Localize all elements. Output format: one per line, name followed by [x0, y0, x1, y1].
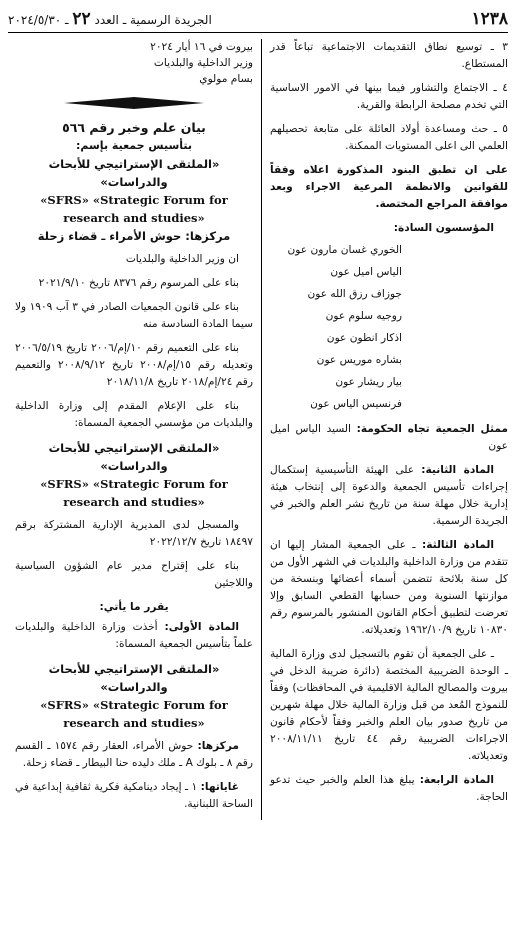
hq2-label: مركزها:: [197, 740, 239, 752]
founder-item: بيار ريشار عون: [335, 376, 402, 388]
article-4-label: المادة الرابعة:: [419, 774, 494, 786]
page-number: ١٢٣٨: [471, 9, 508, 29]
proposal-line: بناء على إقتراح مدير عام الشؤون السياسية واللاجئين: [15, 560, 253, 589]
apply-clause: على ان تطبق البنود المذكورة اعلاه وفقاً للقوانين والانظمة المرعية الاجراء وبعد موافقة المراجع المختصة.: [270, 164, 508, 210]
founder-item: الخوري غسان مارون عون: [287, 244, 402, 256]
notice-subtitle: بتأسيس جمعية بإسم:: [75, 139, 193, 152]
article-3: [270, 537, 508, 639]
org-headquarters: [15, 227, 253, 245]
item-3: ٣ ـ توسيع نطاق التقديمات الاجتماعية تباعاً قدر المستطاع.: [270, 41, 508, 70]
basis-2: بناء على قانون الجمعيات الصادر في ٣ آب ١٩٠٩ ولا سيما المادة السادسة منه: [15, 301, 253, 330]
headquarters-detail: [15, 738, 253, 772]
issue-text: الجريدة الرسمية ـ العدد: [94, 13, 212, 27]
columns: [8, 39, 508, 820]
goals-label: غاياتها:: [200, 781, 239, 793]
basis-1: بناء على المرسوم رقم ٨٣٧٦ تاريخ ٢٠٢١/٩/١٠: [38, 277, 239, 289]
founders-heading: المؤسسون السادة:: [393, 222, 494, 234]
founders-list: [270, 239, 508, 415]
representative-label: ممثل الجمعية تجاه الحكومة:: [356, 423, 508, 435]
founder-item: اذكار انطون عون: [326, 332, 402, 344]
hq-value: حوش الأمراء ـ قضاء زحلة: [37, 229, 182, 243]
article-4-text: يبلغ هذا العلم والخبر حيث تدعو الحاجة.: [270, 774, 508, 803]
right-column: [262, 39, 508, 820]
article-2: [270, 462, 508, 530]
decides-line: يقرر ما يأتي:: [99, 601, 169, 613]
article-2-label: المادة الثانية:: [421, 464, 494, 476]
signature-name: بسام مولوي: [199, 73, 253, 85]
org-name-english: «SFRS» «Strategic Forum for research and studies»: [40, 193, 228, 225]
article-1: [15, 619, 253, 653]
registration-line: والمسجل لدى المديرية الإدارية المشتركة برقم ١٨٤٩٧ تاريخ ٢٠٢٢/١٢/٧: [15, 519, 253, 548]
column-divider: [261, 39, 262, 820]
founder-item: جوزاف رزق الله عون: [307, 288, 402, 300]
item-5: ٥ ـ حث ومساعدة أولاد العائلة على متابعة تحصيلهم العلمي الى اعلى المستويات الممكنة.: [270, 123, 508, 152]
founder-item: بشاره موريس عون: [316, 354, 402, 366]
hq2-value: حوش الأمراء، العقار رقم ١٥٧٤ ـ القسم رقم ٨ ـ بلوك A ـ ملك دليده حنا البيطار ـ قضاء زحلة.: [15, 740, 253, 769]
item-4: ٤ ـ الاجتماع والتشاور فيما بينها في الامور الاساسية التي تخدم مصلحة الرابطة والقرية.: [270, 82, 508, 111]
article-3-label: المادة الثالثة:: [421, 539, 494, 551]
article-2-text: على الهيئة التأسيسية إستكمال إجراءات تأسيس الجمعية والدعوة إلى إنتخاب هيئة إدارية خلال مهلة سنة من تاريخ نشر العلم والخبر في الجريدة الرسمية.: [270, 464, 508, 527]
hq-label: مركزها:: [185, 229, 231, 243]
signature-place-date: بيروت في ١٦ أيار ٢٠٢٤: [150, 41, 253, 53]
founder-item: الياس اميل عون: [330, 266, 402, 278]
goals-text: ١ ـ إيجاد دينامكية فكرية ثقافية إبداعية في الساحة اللبنانية.: [15, 781, 253, 810]
minister-line: ان وزير الداخلية والبلديات: [125, 253, 239, 265]
issue-info: [8, 9, 212, 29]
article-4: [270, 772, 508, 806]
signature-title: وزير الداخلية والبلديات: [153, 57, 253, 69]
section-divider-ornament: [64, 97, 204, 109]
article-1-text: أخذت وزارة الداخلية والبلديات علماً بتأسيس الجمعية المسماة:: [15, 621, 253, 650]
article-1-label: المادة الأولى:: [164, 621, 240, 633]
basis-3: بناء على التعميم رقم ١٠/إم/٢٠٠٦ تاريخ ٢٠٠٦/٥/١٩ وتعديله رقم ١٥/إم/٢٠٠٨ تاريخ ٢٠٠٨/٩/١٢ والتعميم رقم ٢٤/إم/٢٠١٨ تاريخ ٢٠١٨/١١/٨: [15, 342, 253, 388]
org-name-english-3: «SFRS» «Strategic Forum for research and studies»: [40, 698, 228, 730]
left-column: [15, 39, 261, 820]
article-3-text: ـ على الجمعية المشار إليها ان تتقدم من وزارة الداخلية والبلديات في الشهر الأول من كل سنة بلائحة تتضمن أسماء أعضائها وبنسخة من موازنتها السنوية ومن حسابها القطعي السابق وإلا تعرضت لتطبيق أحكام القانون المنشور بالمرسوم رقم ١٠٨٣٠ تاريخ ١٩٦٢/١٠/٩ وتعديلاته.: [270, 539, 508, 636]
notice-title: بيان علم وخبر رقم ٥٦٦: [62, 120, 206, 135]
goals: [15, 779, 253, 813]
representative-value: السيد الياس اميل عون: [270, 423, 508, 452]
org-name-arabic-2: «الملتقى الإستراتيجي للأبحاث والدراسات»: [48, 441, 220, 473]
issue-date: ـ ٢٠٢٤/٥/٣٠: [8, 13, 69, 27]
founder-item: فرنسيس الياس عون: [310, 398, 402, 410]
issue-number: ٢٢: [72, 9, 91, 29]
founder-item: روجيه سلوم عون: [325, 310, 402, 322]
signature-block: [15, 39, 253, 87]
org-name-english-2: «SFRS» «Strategic Forum for research and studies»: [40, 477, 228, 509]
org-name-arabic: «الملتقى الإستراتيجي للأبحاث والدراسات»: [48, 157, 220, 189]
government-representative: [270, 421, 508, 455]
article-3-tax: ـ على الجمعية أن تقوم بالتسجيل لدى وزارة المالية ـ الوحدة الضريبية المختصة (دائرة ضريبة الدخل في بيروت والمصالح المالية الاقليمية في المحافظات) وفقاً للنموذج المُعد من قبل وزارة المالية خلال مهلة شهرين من تاريخ صدور بيان العلم والخبر وفقاً لأحكام قانون الاجراءات الضريبية رقم ٤٤ تاريخ ٢٠٠٨/١١/١١ وتعديلاته.: [270, 648, 508, 762]
basis-4: بناء على الإعلام المقدم إلى وزارة الداخلية والبلديات من مؤسسي الجمعية المسماة:: [15, 400, 253, 429]
org-name-arabic-3: «الملتقى الإستراتيجي للأبحاث والدراسات»: [48, 662, 220, 694]
page-header: [8, 6, 508, 33]
